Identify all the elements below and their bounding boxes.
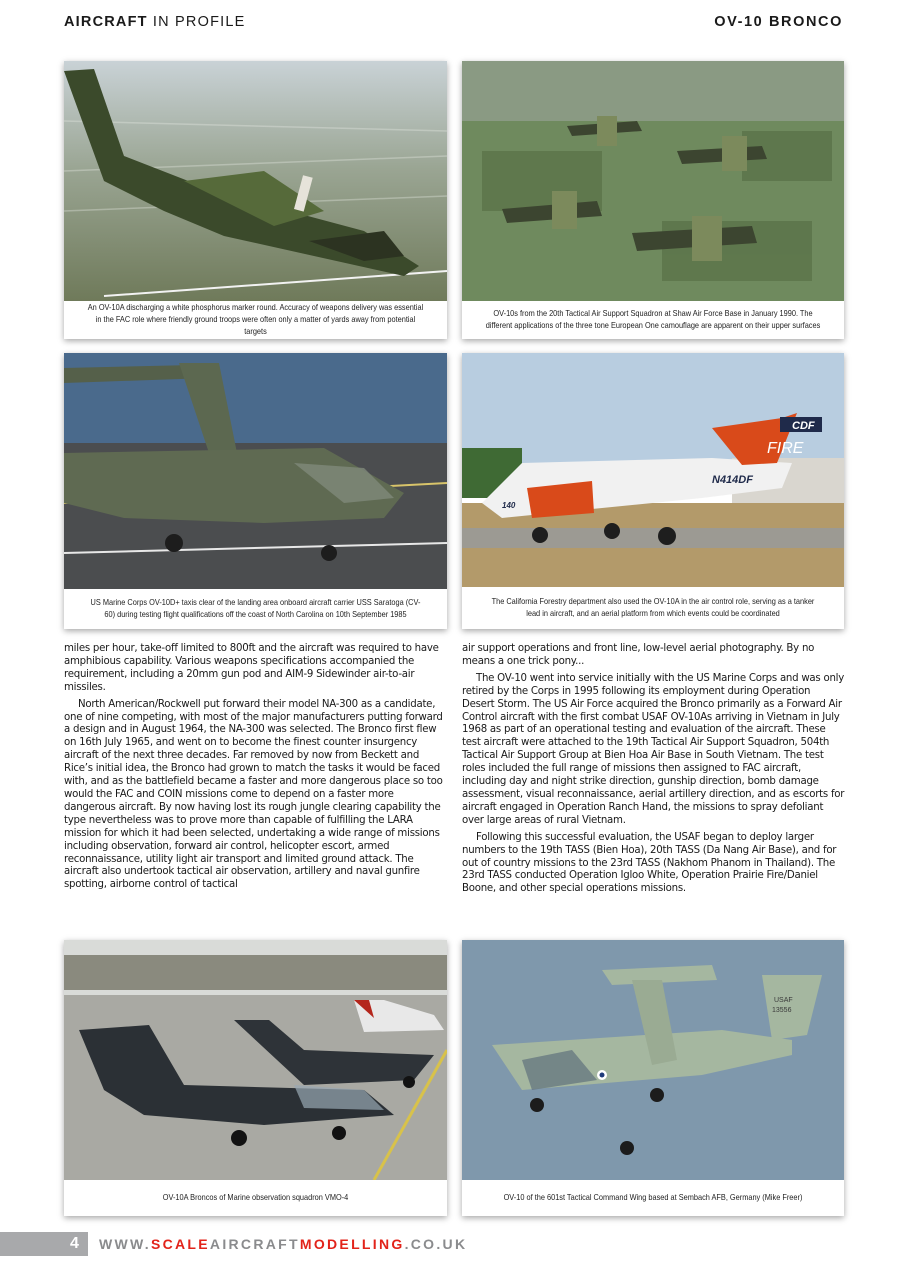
photo-caption: The California Forestry department also used the OV-10A in the air control role, serving as a tanker lead in aircraft, and an aerial platform from which events could be coordinated: [491, 597, 815, 618]
photo-card-fac: [64, 61, 447, 339]
section-label-bold: AIRCRAFT: [64, 14, 148, 30]
tail-text-cdf: CDF: [792, 420, 815, 432]
paragraph: miles per hour, take-off limited to 800ft and the aircraft was required to have amphibious capability. Various weapons specifications accompanied the requirement, including a 20mm gun pod and AIM-9 Sidewinder air-to-air missiles.: [64, 643, 439, 693]
paragraph: Following this successful evaluation, the USAF began to deploy larger numbers to the 19th TASS (Bien Hoa), 20th TASS (Da Nang Air Base), and for out of country missions to the 23rd TASS (Nakhom Phanom in Thailand). The 23rd TASS conducted Operation Igloo White, Operation Prairie Fire/Daniel Boone, and other special operations missions.: [462, 831, 837, 895]
article-title: OV-10 BRONCO: [714, 14, 843, 30]
photo-card-cdf: [462, 353, 844, 629]
photo-caption: OV-10A Broncos of Marine observation squadron VMO-4: [162, 1193, 349, 1202]
url-modelling: MODELLING: [299, 1236, 405, 1252]
tail-serial-number: 13556: [772, 1007, 792, 1014]
photo-card-saratoga: [64, 353, 447, 629]
photo-601st-tcw: [462, 940, 844, 1180]
running-header: [64, 14, 843, 36]
tail-text-fire: FIRE: [767, 440, 804, 457]
photo-vmo-4: [64, 940, 447, 1180]
paragraph: air support operations and front line, low-level aerial photography. By no means a one trick pony...: [462, 643, 815, 667]
photo-caption: US Marine Corps OV-10D+ taxis clear of the landing area onboard aircraft carrier USS Saratoga (CV-60) during testing flight qualifications off the coast of North Carolina on 10th September 1985: [90, 598, 421, 619]
photo-caption: An OV-10A discharging a white phosphorus marker round. Accuracy of weapons delivery was essential in the FAC role where friendly ground troops were often only a matter of yards away from potential targets: [87, 303, 424, 336]
url-suffix: .CO.UK: [404, 1236, 468, 1252]
registration-text: N414DF: [712, 474, 753, 486]
section-label-rest: IN PROFILE: [147, 14, 246, 30]
photo-20th-tass-formation: [462, 61, 844, 301]
paragraph: The OV-10 went into service initially with the US Marine Corps and was only retired by the Corps in 1995 following its employment during Operation Desert Storm. The US Air Force acquired the Bronco primarily as a Forward Air Control aircraft with the first combat USAF OV-10As arriving in Vietnam in July 1968 as part of an operational testing and evaluation of the aircraft. These test aircraft were attached to the 19th Tactical Air Support Squadron, 504th Tactical Air Support Group at Bien Hoa Air Base in South Vietnam. The test roles included the full range of missions then assigned to FAC aircraft, including day and night strike direction, gunship direction, bomb damage assessment, visual reconnaissance, aerial artillery direction, and as escorts for aircraft engaged in Operation Ranch Hand, the missions to spray defoliant over large areas of rural Vietnam.: [462, 672, 845, 826]
photo-card-601st: [462, 940, 844, 1216]
photo-card-20th-tass: [462, 61, 844, 339]
section-label: [64, 14, 246, 30]
article-column-left: [64, 643, 447, 896]
article-column-right: [462, 643, 845, 900]
photo-caption: OV-10s from the 20th Tactical Air Support Squadron at Shaw Air Force Base in January 1990. The different applications of the three tone European One camouflage are apparent on their upper surfaces: [485, 309, 821, 330]
tail-serial-text: USAF: [774, 997, 793, 1004]
website-url[interactable]: [99, 1236, 467, 1252]
nose-number-text: 140: [502, 501, 516, 510]
page-number: 4: [70, 1235, 79, 1252]
photo-caption: OV-10 of the 601st Tactical Command Wing based at Sembach AFB, Germany (Mike Freer): [503, 1193, 803, 1202]
url-scale: SCALE: [150, 1236, 210, 1252]
photo-card-vmo4: [64, 940, 447, 1216]
photo-usmc-saratoga: [64, 353, 447, 589]
page-footer: [0, 1232, 905, 1256]
photo-cdf-fire: [462, 353, 844, 587]
paragraph: North American/Rockwell put forward their model NA-300 as a candidate, one of nine competing, with most of the major manufacturers putting forward a design and in August 1964, the NA-300 was selected. The Bronco first flew on 16th July 1965, and went on to become the finest counter insurgency aircraft of the next three decades. Far removed by now from Beckett and Rice’s initial idea, the Bronco had grown to match the tasks it would be faced with, and as the battlefield became a faster and more dangerous place so too would the FAC and COIN missions come to depend on a faster more dangerous aircraft. By now having lost its rough jungle clearing capability the type nevertheless was to prove more than capable of fulfilling the LARA mission for which it had been selected, undertaking a wide range of missions including observation, forward air control, helicopter escort, armed reconnaissance, utility light air transport and limited ground attack. The aircraft also undertook tactical air observation, artillery and naval gunfire spotting, airborne control of tactical: [64, 698, 443, 891]
photo-fac-marker-round: [64, 61, 447, 301]
url-prefix: WWW.: [99, 1236, 151, 1252]
url-aircraft: AIRCRAFT: [209, 1236, 300, 1252]
